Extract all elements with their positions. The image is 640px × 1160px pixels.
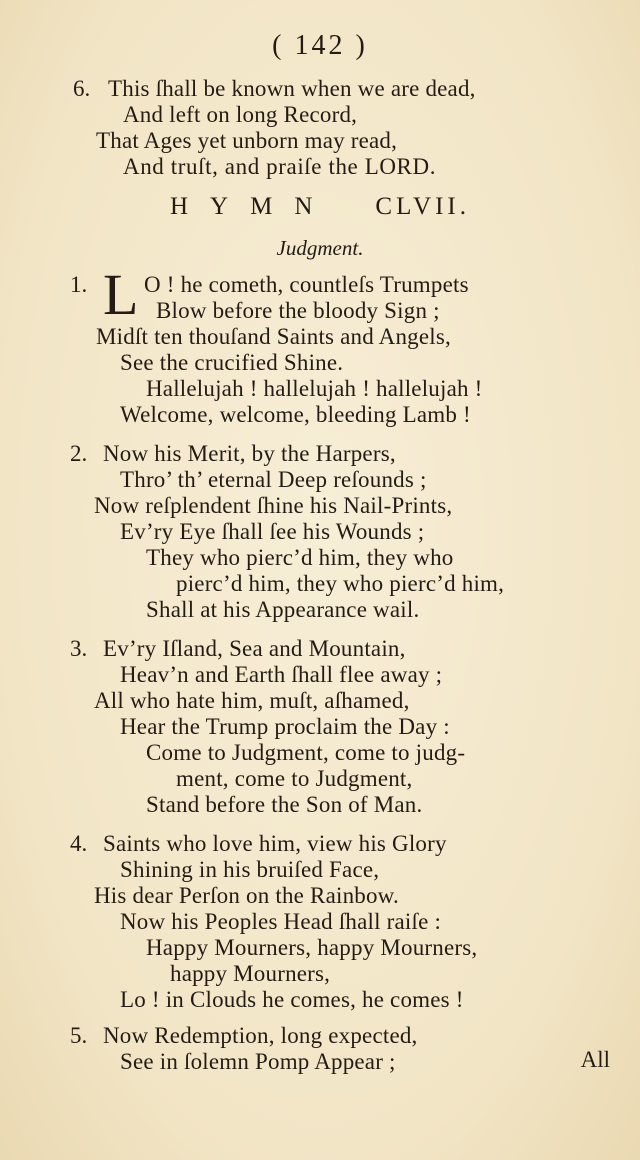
verse-line: This ſhall be known when we are dead, [108, 76, 476, 101]
verse-line: And left on long Record, [123, 102, 358, 127]
verse-line: Thro’ th’ eternal Deep reſounds ; [120, 467, 427, 492]
stanza-number: 2. [70, 441, 88, 466]
verse-line: Stand before the Son of Man. [146, 792, 423, 817]
verse-line: See in ſolemn Pomp Appear ; [120, 1049, 396, 1074]
hymn-title [0, 193, 640, 221]
verse-line: Shall at his Appearance wail. [146, 597, 420, 622]
verse-line: All who hate him, muſt, aſhamed, [94, 688, 410, 713]
verse-line: Now Redemption, long expected, [103, 1023, 418, 1048]
verse-line: And truſt, and praiſe the LORD. [123, 154, 437, 179]
verse-line: Ev’ry Iſland, Sea and Mountain, [103, 636, 406, 661]
verse-line: Now reſplendent ſhine his Nail-Prints, [94, 493, 453, 518]
verse-line: Saints who love him, view his Glory [103, 831, 447, 856]
verse-line: Now his Merit, by the Harpers, [103, 441, 396, 466]
catchword: All [580, 1047, 610, 1072]
stanza-number: 5. [70, 1023, 88, 1048]
stanza-number: 1. [70, 272, 88, 297]
verse-line: Welcome, welcome, bleeding Lamb ! [120, 402, 471, 427]
verse-line: Hear the Trump proclaim the Day : [120, 714, 450, 739]
verse-line: Come to Judgment, come to judg- [146, 740, 466, 765]
verse-line: O ! he cometh, countleſs Trumpets [144, 272, 469, 297]
verse-line: ment, come to Judgment, [176, 766, 413, 791]
verse-line: Hallelujah ! hallelujah ! hallelujah ! [146, 376, 483, 401]
verse-line: Blow before the bloody Sign ; [156, 298, 440, 323]
verse-line: Shining in his bruiſed Face, [120, 857, 380, 882]
hymn-title-word: HYMN [169, 193, 335, 220]
verse-line: His dear Perſon on the Rainbow. [94, 883, 399, 908]
stanza-number: 4. [70, 831, 88, 856]
verse-line: Happy Mourners, happy Mourners, [146, 935, 478, 960]
verse-line: Now his Peoples Head ſhall raiſe : [120, 909, 442, 934]
verse-line: See the crucified Shine. [120, 350, 344, 375]
verse-line: happy Mourners, [170, 961, 331, 986]
page-number: ( 142 ) [272, 30, 368, 61]
verse-line: That Ages yet unborn may read, [96, 128, 398, 153]
drop-cap: L [103, 262, 139, 327]
hymn-subtitle: Judgment. [276, 236, 364, 260]
verse-line: They who pierc’d him, they who [146, 545, 454, 570]
verse-line: Ev’ry Eye ſhall ſee his Wounds ; [120, 519, 425, 544]
verse-line: Midſt ten thouſand Saints and Angels, [96, 324, 451, 349]
stanza-number: 3. [70, 636, 88, 661]
hymn-title-number: CLVII. [375, 193, 470, 220]
verse-line: Lo ! in Clouds he comes, he comes ! [120, 987, 464, 1012]
verse-line: pierc’d him, they who pierc’d him, [176, 571, 505, 596]
stanza-number: 6. [73, 76, 91, 101]
verse-line: Heav’n and Earth ſhall flee away ; [120, 662, 443, 687]
